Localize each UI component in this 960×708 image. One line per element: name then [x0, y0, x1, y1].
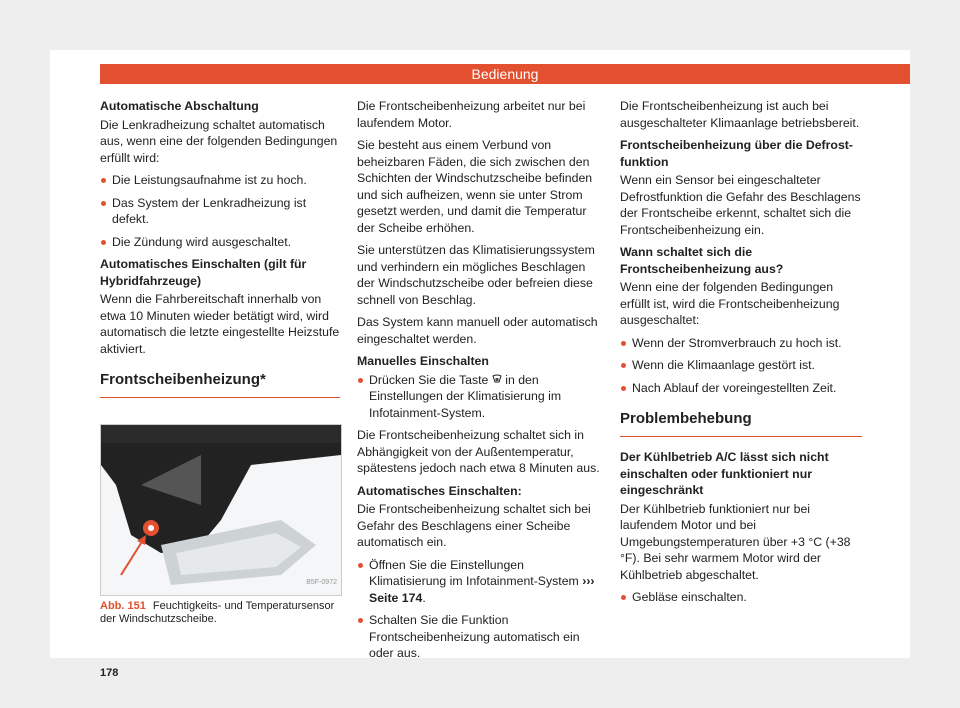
- bullet-item: Wenn der Stromverbrauch zu hoch ist.: [620, 335, 862, 352]
- column-3: [620, 98, 862, 612]
- section-title-problembehebung: Problembehebung: [620, 410, 862, 437]
- heading-ac-text: Der Kühlbetrieb: [620, 450, 713, 464]
- bullet-text: Öffnen Sie die Einstellungen Klimatisierung im Infotainment-System: [369, 557, 579, 588]
- paragraph: Der Kühlbetrieb funktioniert nur bei laufendem Motor und bei Umgebungstemperaturen über +3 °C (+38 °F). Bei sehr warmem Motor wird der Kühlbetrieb abgeschaltet.: [620, 501, 851, 582]
- figure-sensor: [100, 424, 342, 596]
- bullet-text: in den Einstellungen der Klimatisierung im Infotainment-System.: [369, 372, 562, 420]
- figure-code: B5F-0972: [306, 578, 337, 586]
- heading-ac-text: lässt sich nicht einschalten oder funktioniert nur eingeschränkt: [620, 450, 829, 497]
- bullet-item: Schalten Sie die Funktion Frontscheibenheizung automatisch ein oder aus.: [357, 612, 602, 662]
- bullet-item: Die Zündung wird ausgeschaltet.: [100, 234, 340, 251]
- manual-page: [50, 50, 910, 679]
- paragraph: Wenn die Fahrbereitschaft innerhalb von etwa 10 Minuten wieder betätigt wird, wird automatisch die letzte eingestellte Heizstufe aktiviert.: [100, 292, 340, 356]
- bullet-item: Die Leistungsaufnahme ist zu hoch.: [100, 172, 340, 189]
- column-2: [357, 98, 602, 668]
- paragraph: Die Frontscheibenheizung ist auch bei ausgeschalteter Klimaanlage betriebsbereit.: [620, 99, 860, 130]
- bullet-item: [357, 557, 602, 607]
- section-title-frontscheibenheizung: Frontscheibenheizung*: [100, 371, 340, 398]
- paragraph: Die Lenkradheizung schaltet automatisch aus, wenn eine der folgenden Bedingungen erfüllt wird:: [100, 117, 338, 165]
- paragraph: Wenn eine der folgenden Bedingungen erfüllt ist, wird die Frontscheibenheizung ausgeschaltet:: [620, 280, 840, 327]
- heading-auto-off: Automatische Abschaltung: [100, 99, 259, 113]
- bullet-item: Gebläse einschalten.: [620, 589, 862, 606]
- page-number: 178: [100, 667, 119, 679]
- page-header: Bedienung: [100, 64, 910, 84]
- paragraph: Sie unterstützen das Klimatisierungssystem und verhindern ein mögliches Beschlagen der Windschutzscheibe oder befreien diese schnell von Beschlag.: [357, 243, 595, 307]
- bullet-item: Das System der Lenkradheizung ist defekt.: [100, 195, 340, 228]
- ac-icon: A/C: [715, 450, 737, 464]
- page-reference-link[interactable]: ››› Seite 174: [369, 574, 595, 605]
- paragraph: Wenn ein Sensor bei eingeschalteter Defrostfunktion die Gefahr des Beschlagens der Frontscheibe erkennt, schaltet sich die Frontscheibenheizung ein.: [620, 173, 861, 237]
- heading-auto: Automatisches Einschalten:: [357, 483, 522, 498]
- defrost-button-icon: [492, 373, 505, 387]
- paragraph: Sie besteht aus einem Verbund von beheizbaren Fäden, die sich zwischen den Schichten der Windschutzscheibe befinden und sich aufheizen, wenn sie unter Strom gesetzt werden, und damit die Temperatur der Scheibe erhöhen.: [357, 138, 593, 235]
- paragraph: Die Frontscheibenheizung schaltet sich bei Gefahr des Beschlagens einer Scheibe automatisch ein.: [357, 502, 591, 549]
- bullet-text: Drücken Sie die Taste: [369, 372, 489, 387]
- paragraph: Die Frontscheibenheizung schaltet sich in Abhängigkeit von der Außentemperatur, spätestens jedoch nach etwa 8 Minuten aus.: [357, 428, 600, 475]
- bullet-text: .: [422, 590, 426, 605]
- paragraph: Die Frontscheibenheizung arbeitet nur bei laufendem Motor.: [357, 99, 586, 130]
- heading-manual: Manuelles Einschalten: [357, 354, 489, 368]
- figure-caption: [100, 600, 340, 626]
- heading-when-off: Wann schaltet sich die Frontscheibenheizung aus?: [620, 245, 784, 276]
- figure-caption-text: Feuchtigkeits- und Temperatursensor der Windschutzscheibe.: [100, 600, 335, 625]
- column-1: [100, 98, 340, 679]
- paragraph: Das System kann manuell oder automatisch eingeschaltet werden.: [357, 315, 598, 346]
- bullet-item: [357, 372, 602, 422]
- bullet-item: Nach Ablauf der voreingestellten Zeit.: [620, 380, 862, 397]
- bullet-item: Wenn die Klimaanlage gestört ist.: [620, 357, 862, 374]
- sensor-illustration: [101, 425, 341, 595]
- heading-defrost: Frontscheibenheizung über die Defrost-funktion: [620, 138, 853, 169]
- heading-auto-on: Automatisches Einschalten (gilt für Hybridfahrzeuge): [100, 257, 307, 288]
- heading-ac: [620, 449, 862, 499]
- figure-label: Abb. 151: [100, 600, 146, 612]
